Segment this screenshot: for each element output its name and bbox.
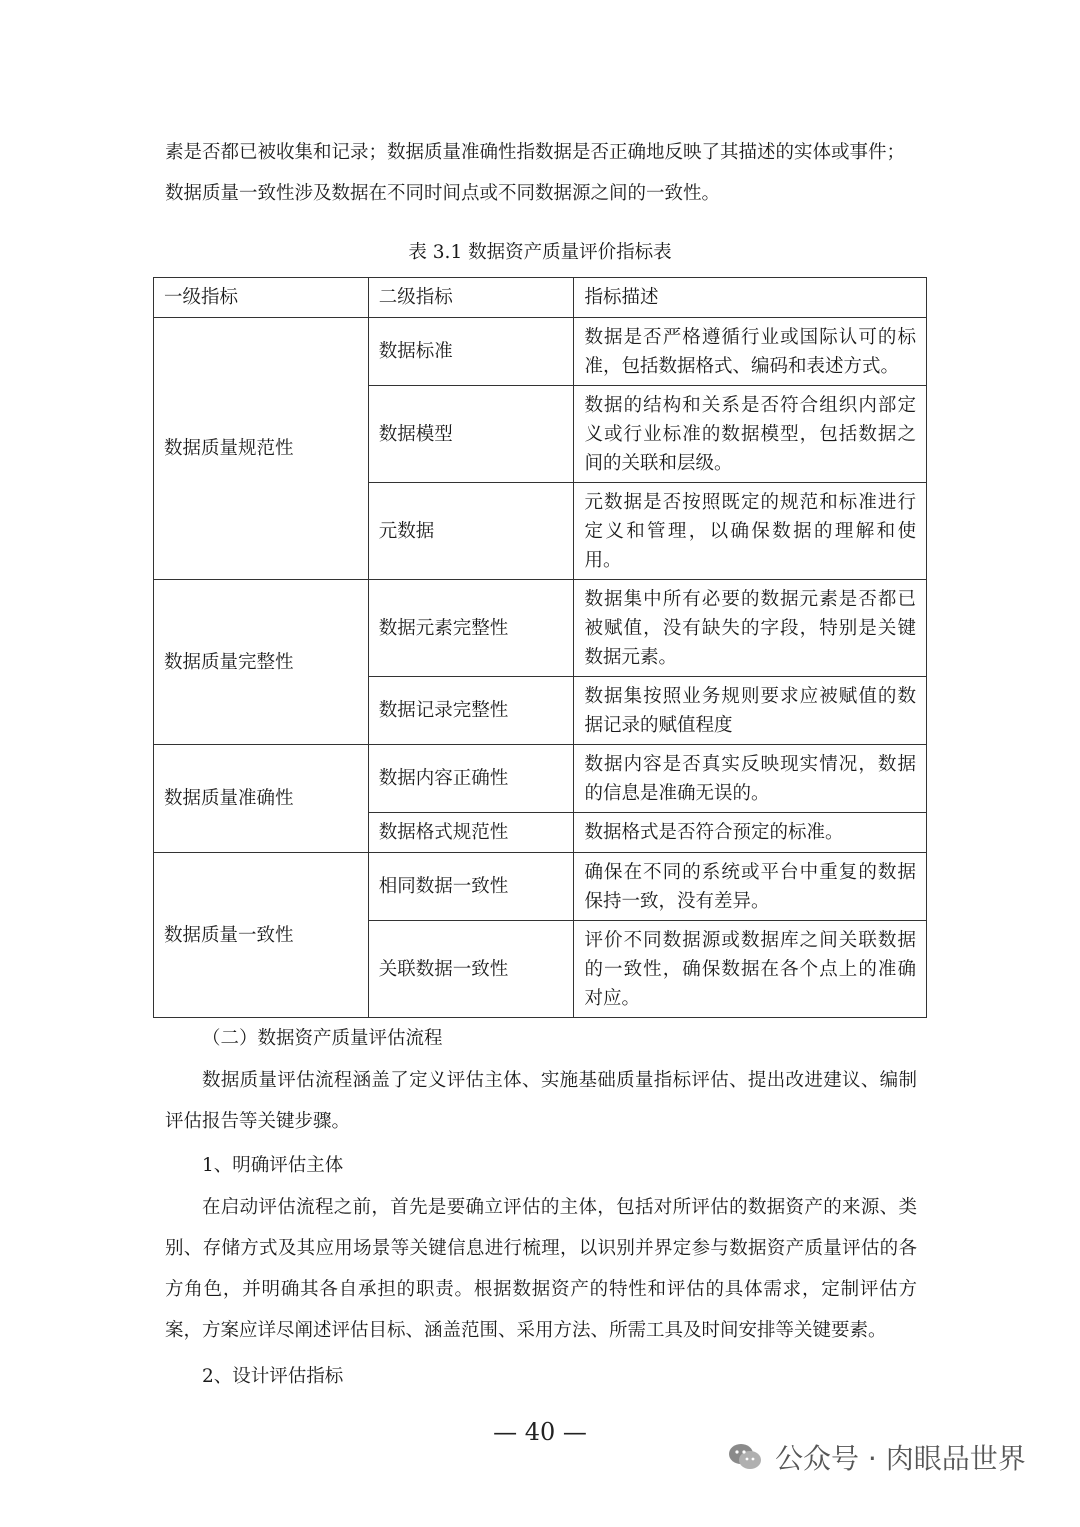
- level2-cell: 相同数据一致性: [368, 853, 574, 921]
- top-text-line1: 素是否都已被收集和记录；数据质量准确性指数据是否正确地反映了其描述的实体或事件；: [165, 142, 906, 163]
- section-intro: 数据质量评估流程涵盖了定义评估主体、实施基础质量指标评估、提出改进建议、编制评估报告等关键步骤。: [165, 1070, 917, 1132]
- page-number: — 40 —: [493, 1418, 587, 1446]
- desc-cell: 评价不同数据源或数据库之间关联数据的一致性，确保数据在各个点上的准确对应。: [574, 921, 927, 1018]
- header-level1: 一级指标: [154, 278, 369, 318]
- level1-cell: 数据质量完整性: [154, 580, 369, 745]
- desc-cell: 数据集按照业务规则要求应被赋值的数据记录的赋值程度: [574, 677, 927, 745]
- table-header-row: [154, 278, 927, 318]
- desc-cell: 数据是否严格遵循行业或国际认可的标准，包括数据格式、编码和表述方式。: [574, 318, 927, 386]
- quality-index-table: [153, 277, 927, 1018]
- level1-cell: 数据质量准确性: [154, 745, 369, 853]
- level2-cell: 数据内容正确性: [368, 745, 574, 813]
- level2-cell: 关联数据一致性: [368, 921, 574, 1018]
- top-text-line2: 数据质量一致性涉及数据在不同时间点或不同数据源之间的一致性。: [165, 183, 721, 204]
- desc-cell: 数据的结构和关系是否符合组织内部定义或行业标准的数据模型，包括数据之间的关联和层级。: [574, 386, 927, 483]
- desc-cell: 数据格式是否符合预定的标准。: [574, 813, 927, 853]
- level2-cell: 数据记录完整性: [368, 677, 574, 745]
- desc-cell: 数据集中所有必要的数据元素是否都已被赋值，没有缺失的字段，特别是关键数据元素。: [574, 580, 927, 677]
- table-row: [154, 853, 927, 921]
- level2-cell: 数据标准: [368, 318, 574, 386]
- level2-cell: 元数据: [368, 483, 574, 580]
- desc-cell: 元数据是否按照既定的规范和标准进行定义和管理，以确保数据的理解和使用。: [574, 483, 927, 580]
- section-heading: （二）数据资产质量评估流程: [202, 1028, 443, 1049]
- table-row: [154, 745, 927, 813]
- step1-heading: 1、明确评估主体: [202, 1155, 344, 1176]
- desc-cell: 数据内容是否真实反映现实情况，数据的信息是准确无误的。: [574, 745, 927, 813]
- header-level2: 二级指标: [368, 278, 574, 318]
- step2-heading: 2、设计评估指标: [202, 1366, 344, 1387]
- desc-cell: 确保在不同的系统或平台中重复的数据保持一致，没有差异。: [574, 853, 927, 921]
- watermark: [727, 1432, 1057, 1482]
- table-row: [154, 580, 927, 677]
- header-desc: 指标描述: [574, 278, 927, 318]
- level2-cell: 数据模型: [368, 386, 574, 483]
- table-row: [154, 318, 927, 386]
- level1-cell: 数据质量规范性: [154, 318, 369, 580]
- watermark-text: 公众号 · 肉眼品世界: [775, 1442, 1026, 1475]
- level2-cell: 数据元素完整性: [368, 580, 574, 677]
- level1-cell: 数据质量一致性: [154, 853, 369, 1018]
- level2-cell: 数据格式规范性: [368, 813, 574, 853]
- wechat-icon: [727, 1442, 763, 1472]
- table-caption: 表 3.1 数据资产质量评价指标表: [408, 242, 672, 263]
- step1-body: 在启动评估流程之前，首先是要确立评估的主体，包括对所评估的数据资产的来源、类别、存储方式及其应用场景等关键信息进行梳理，以识别并界定参与数据资产质量评估的各方角色，并明确其各自承担的职责。根据数据资产的特性和评估的具体需求，定制评估方案，方案应详尽阐述评估目标、涵盖范围、采用方法、所需工具及时间安排等关键要素。: [165, 1197, 917, 1341]
